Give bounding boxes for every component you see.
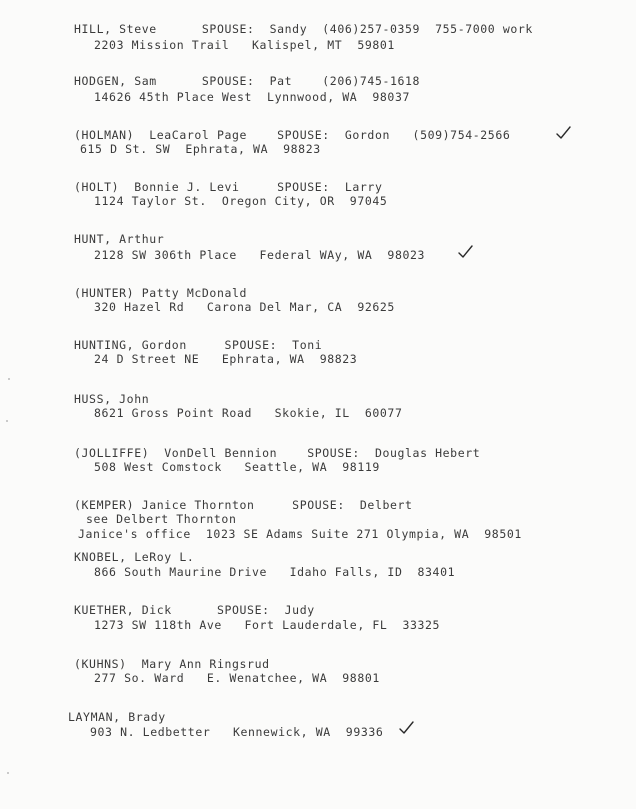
entry-name-line: (HUNTER) Patty McDonald <box>74 286 248 300</box>
checkmark-icon <box>398 720 414 736</box>
entry-name-line: HODGEN, Sam SPOUSE: Pat (206)745-1618 <box>74 74 421 88</box>
entry-address-line: 508 West Comstock Seattle, WA 98119 <box>94 460 380 474</box>
scan-speck <box>8 378 10 380</box>
entry-address-line: 2128 SW 306th Place Federal WAy, WA 98023 <box>94 248 426 262</box>
entry-name-line: (JOLLIFFE) VonDell Bennion SPOUSE: Douglas Hebert <box>74 446 481 460</box>
entry-name-line: KUETHER, Dick SPOUSE: Judy <box>74 603 315 617</box>
entry-address-line: 2203 Mission Trail Kalispel, MT 59801 <box>94 38 395 52</box>
entry-name-line: HUSS, John <box>74 392 150 406</box>
entry-name-line: (KUHNS) Mary Ann Ringsrud <box>74 657 270 671</box>
entry-address-line: 1273 SW 118th Ave Fort Lauderdale, FL 33325 <box>94 618 441 632</box>
entry-name-line: HUNTING, Gordon SPOUSE: Toni <box>74 338 323 352</box>
entry-name-line: LAYMAN, Brady <box>68 710 166 724</box>
scan-speck <box>6 420 8 422</box>
entry-address-line: 320 Hazel Rd Carona Del Mar, CA 92625 <box>94 300 395 314</box>
entry-name-line: (KEMPER) Janice Thornton SPOUSE: Delbert <box>74 498 413 512</box>
entry-address-line: 24 D Street NE Ephrata, WA 98823 <box>94 352 358 366</box>
entry-name-line: HILL, Steve SPOUSE: Sandy (406)257-0359 755-7000 work <box>74 22 533 36</box>
entry-address-line: 14626 45th Place West Lynnwood, WA 98037 <box>94 90 410 104</box>
entry-name-line: (HOLMAN) LeaCarol Page SPOUSE: Gordon (509)754-2566 <box>74 128 511 142</box>
entry-address-line: Janice's office 1023 SE Adams Suite 271 Olympia, WA 98501 <box>78 527 522 541</box>
entry-note-line: see Delbert Thornton <box>86 512 237 526</box>
checkmark-icon <box>457 244 473 260</box>
entry-name-line: (HOLT) Bonnie J. Levi SPOUSE: Larry <box>74 180 383 194</box>
scan-speck <box>7 772 9 774</box>
entry-address-line: 1124 Taylor St. Oregon City, OR 97045 <box>94 194 388 208</box>
entry-address-line: 8621 Gross Point Road Skokie, IL 60077 <box>94 406 403 420</box>
entry-name-line: HUNT, Arthur <box>74 232 165 246</box>
entry-address-line: 277 So. Ward E. Wenatchee, WA 98801 <box>94 671 380 685</box>
checkmark-icon <box>555 125 571 141</box>
entry-address-line: 615 D St. SW Ephrata, WA 98823 <box>80 142 321 156</box>
entry-name-line: KNOBEL, LeRoy L. <box>74 550 195 564</box>
entry-address-line: 866 South Maurine Drive Idaho Falls, ID 83401 <box>94 565 456 579</box>
entry-address-line: 903 N. Ledbetter Kennewick, WA 99336 <box>90 725 384 739</box>
